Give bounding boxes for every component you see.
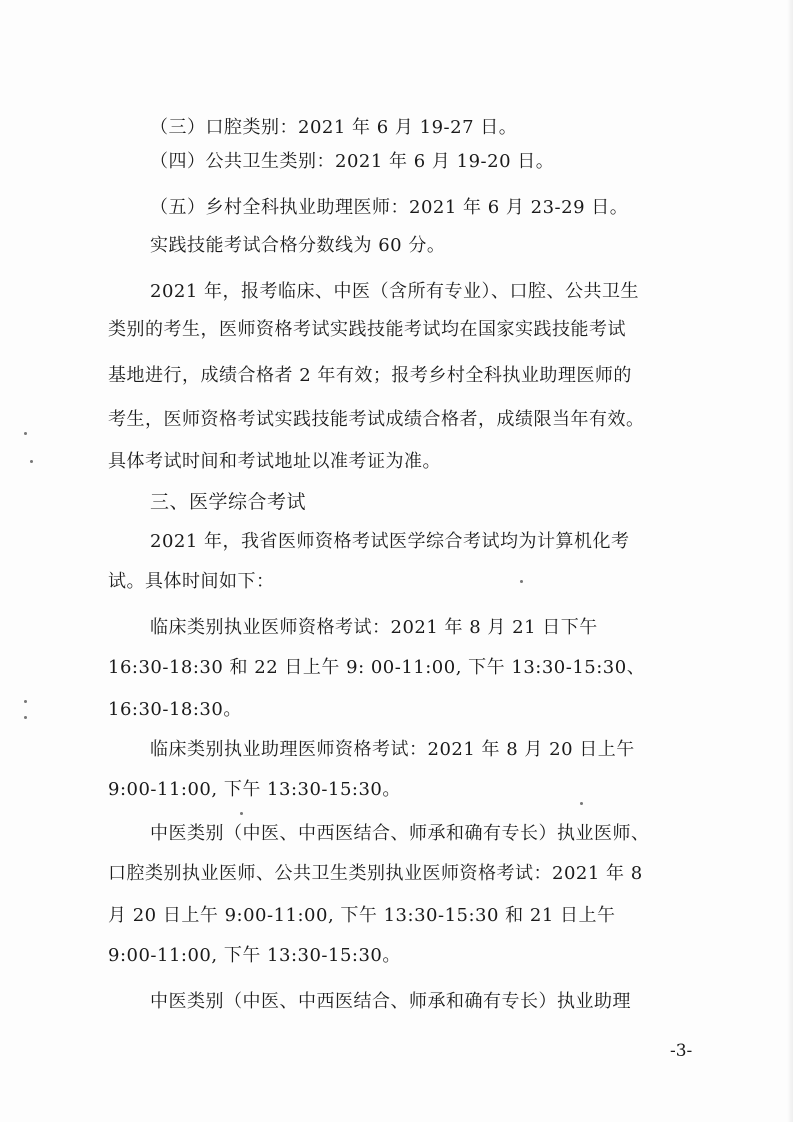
paragraph-line: 中医类别（中医、中西医结合、师承和确有专长）执业医师、 <box>150 823 650 844</box>
section-heading: 三、医学综合考试 <box>150 491 307 513</box>
paragraph-line: 16:30-18:30。 <box>108 699 242 720</box>
scan-speck <box>520 580 523 583</box>
page-number: -3- <box>670 1041 693 1061</box>
scan-speck <box>24 700 27 703</box>
paragraph-line: 9:00-11:00, 下午 13:30-15:30。 <box>108 779 401 800</box>
page-edge-shadow <box>787 0 793 1122</box>
paragraph-line: 基地进行，成绩合格者 2 年有效；报考乡村全科执业助理医师的 <box>108 365 632 386</box>
paragraph-line: 9:00-11:00, 下午 13:30-15:30。 <box>108 945 401 966</box>
paragraph-line: 口腔类别执业医师、公共卫生类别执业医师资格考试：2021 年 8 <box>108 863 643 884</box>
paragraph-line: 具体考试时间和考试地址以准考证为准。 <box>108 451 441 472</box>
paragraph-line: 试。具体时间如下： <box>108 571 275 592</box>
scan-speck <box>24 432 27 435</box>
paragraph-line: 临床类别执业医师资格考试：2021 年 8 月 21 日下午 <box>150 617 598 638</box>
scan-speck <box>580 802 583 805</box>
scan-speck <box>240 812 243 815</box>
paragraph-line: 月 20 日上午 9:00-11:00, 下午 13:30-15:30 和 21 日上午 <box>108 905 616 926</box>
paragraph-line: （五）乡村全科执业助理医师：2021 年 6 月 23-29 日。 <box>150 197 629 218</box>
paragraph-line: （三）口腔类别：2021 年 6 月 19-27 日。 <box>150 117 518 138</box>
paragraph-line: 类别的考生，医师资格考试实践技能考试均在国家实践技能考试 <box>108 319 626 340</box>
paragraph-line: （四）公共卫生类别：2021 年 6 月 19-20 日。 <box>150 151 555 172</box>
paragraph-line: 2021 年，报考临床、中医（含所有专业）、口腔、公共卫生 <box>150 281 640 302</box>
paragraph-line: 16:30-18:30 和 22 日上午 9: 00-11:00, 下午 13:30-15:30、 <box>108 657 646 678</box>
paragraph-line: 实践技能考试合格分数线为 60 分。 <box>150 235 446 256</box>
paragraph-line: 2021 年，我省医师资格考试医学综合考试均为计算机化考 <box>150 531 630 552</box>
paragraph-line: 考生，医师资格考试实践技能考试成绩合格者，成绩限当年有效。 <box>108 409 645 430</box>
paragraph-line: 临床类别执业助理医师资格考试：2021 年 8 月 20 日上午 <box>150 739 635 760</box>
paragraph-line: 中医类别（中医、中西医结合、师承和确有专长）执业助理 <box>150 991 631 1012</box>
scan-speck <box>24 716 27 719</box>
scan-speck <box>30 460 33 463</box>
